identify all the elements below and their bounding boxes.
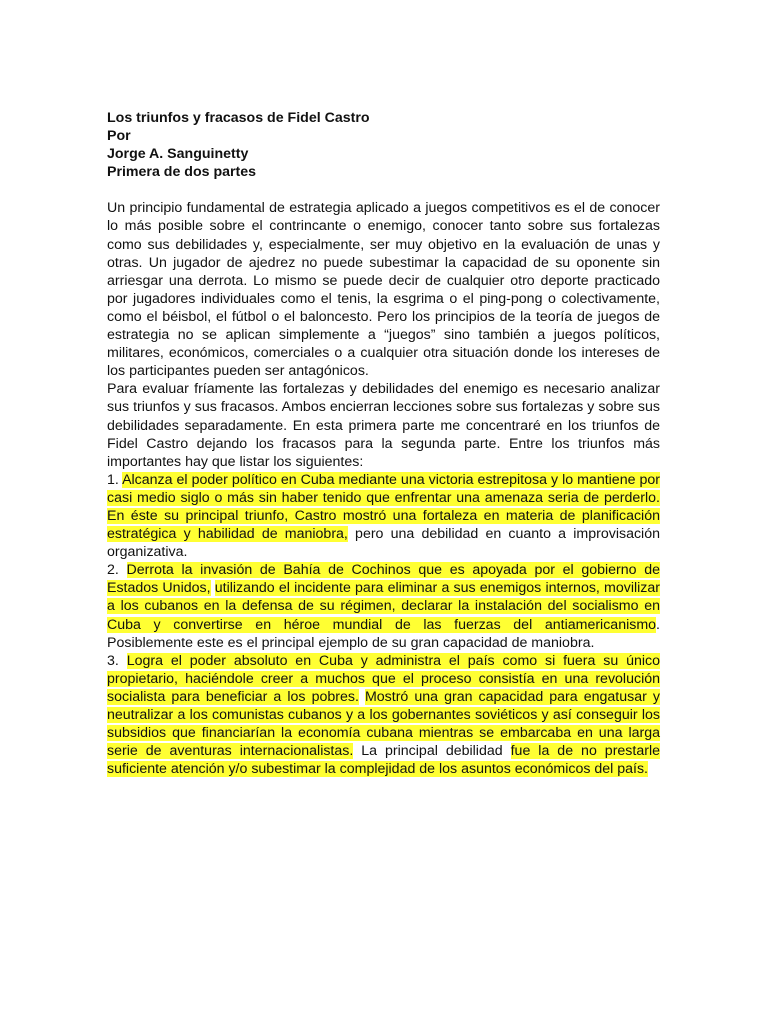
highlighted-text: Mostró una gran capacidad para engatusar y neutralizar a los comunistas cubanos y a los gobernantes soviéticos y así conseguir los subsidios que financiarían la economía cubana mientras se embarcaba en una larga serie de aventuras internacionalistas. [107, 688, 660, 760]
header-spacer [107, 181, 660, 199]
paragraph-text: La principal debilidad [353, 743, 511, 760]
paragraph-text: Un principio fundamental de estrategia aplicado a juegos competitivos es el de conocer lo más posible sobre el contrincante o enemigo, conocer tanto sobre sus fortalezas como sus debilidades y, especialmente, ser muy objetivo en la evaluación de unas y otras. Un jugador de ajedrez no puede subestimar la capacidad de su oponente sin arriesgar una derrota. Lo mismo se puede decir de cualquier otro deporte practicado por jugadores individuales como el tenis, la esgrima o el ping-pong o colectivamente, como el béisbol, el fútbol o el baloncesto. Pero los principios de la teoría de juegos de estrategia no se aplican simplemente a “juegos” sino también a juegos políticos, militares, económicos, comerciales o a cualquier otra situación donde los intereses de los participantes pueden ser antagónicos. [107, 200, 660, 380]
paragraph-text: 1. [107, 471, 123, 488]
article-paragraphs [107, 199, 660, 778]
body-paragraph [107, 199, 660, 380]
body-paragraph [107, 652, 660, 779]
paragraph-text: pero una debilidad en cuanto a improvisación organizativa. [107, 526, 660, 561]
body-paragraph [107, 380, 660, 470]
highlighted-text: utilizando el incidente para eliminar a sus enemigos internos, movilizar a los cubanos en la defensa de su régimen, declarar la instalación del socialismo en Cuba y convertirse en héroe mundial de las fuerzas del antiamericanismo [107, 580, 661, 633]
body-paragraph [107, 561, 660, 651]
body-paragraph [107, 471, 660, 561]
byline-label: Por [107, 128, 131, 145]
highlighted-text: Derrota la invasión de Bahía de Cochinos que es apoyada por el gobierno de Estados Unidos, [107, 562, 660, 597]
highlighted-text: En éste su principal triunfo, Castro mostró una fortaleza en materia de planificación estratégica y habilidad de maniobra, [107, 507, 660, 543]
paragraph-text: . Posiblemente este es el principal ejemplo de su gran capacidad de maniobra. [107, 616, 660, 651]
highlighted-text: Alcanza el poder político en Cuba mediante una victoria estrepitosa y lo mantiene por casi medio siglo o más sin haber tenido que enfrentar una amenaza seria de perderlo. [107, 471, 660, 506]
highlighted-text: fue la de no prestarle suficiente atención y/o subestimar la complejidad de los asuntos económicos del país. [107, 743, 661, 778]
highlighted-text: Logra el poder absoluto en Cuba y administra el país como si fuera su único propietario, haciéndole creer a muchos que el proceso consistía en una revolución socialista para beneficiar a los pobres. [107, 652, 660, 705]
paragraph-text: 3. [107, 652, 127, 669]
document-body [107, 109, 660, 778]
article-title: Los triunfos y fracasos de Fidel Castro [107, 110, 370, 126]
part-label: Primera de dos partes [107, 164, 257, 181]
paragraph-text: 2. [107, 562, 127, 579]
author-name: Jorge A. Sanguinetty [107, 146, 249, 163]
paragraph-text: Para evaluar fríamente las fortalezas y debilidades del enemigo es necesario analizar sus triunfos y sus fracasos. Ambos encierran lecciones sobre sus fortalezas y sobre sus debilidades separadamente. En esta primera parte me concentraré en los triunfos de Fidel Castro dejando los fracasos para la segunda parte. Entre los triunfos más importantes hay que listar los siguientes: [107, 381, 660, 470]
